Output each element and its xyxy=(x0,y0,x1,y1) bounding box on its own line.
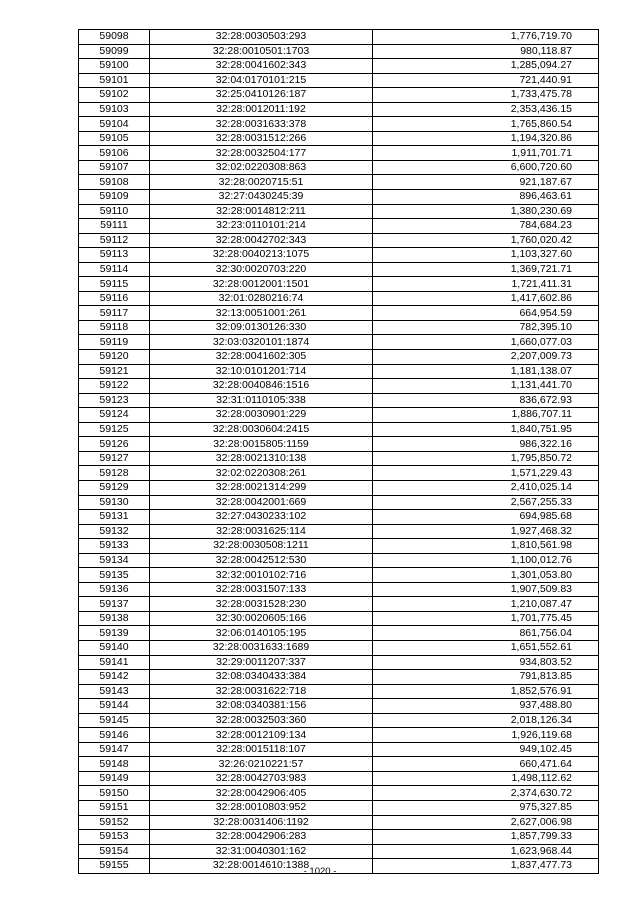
amount-cell: 1,886,707.11 xyxy=(373,408,599,423)
amount-cell: 934,803.52 xyxy=(373,655,599,670)
record-id-cell: 59133 xyxy=(79,539,150,554)
table-row xyxy=(79,742,599,757)
table-row xyxy=(79,408,599,423)
table-row xyxy=(79,524,599,539)
cadastral-number-cell: 32:28:0042703:983 xyxy=(150,771,373,786)
table-row xyxy=(79,844,599,859)
cadastral-number-cell: 32:08:0340381:156 xyxy=(150,699,373,714)
cadastral-number-cell: 32:28:0014812:211 xyxy=(150,204,373,219)
record-id-cell: 59130 xyxy=(79,495,150,510)
table-row xyxy=(79,44,599,59)
record-id-cell: 59099 xyxy=(79,44,150,59)
record-id-cell: 59109 xyxy=(79,190,150,205)
cadastral-number-cell: 32:28:0032504:177 xyxy=(150,146,373,161)
table-row xyxy=(79,131,599,146)
record-id-cell: 59131 xyxy=(79,510,150,525)
record-id-cell: 59147 xyxy=(79,742,150,757)
record-id-cell: 59129 xyxy=(79,480,150,495)
table-row xyxy=(79,626,599,641)
table-row xyxy=(79,350,599,365)
cadastral-number-cell: 32:28:0030503:293 xyxy=(150,30,373,45)
record-id-cell: 59140 xyxy=(79,640,150,655)
cadastral-number-cell: 32:02:0220308:261 xyxy=(150,466,373,481)
table-row xyxy=(79,815,599,830)
amount-cell: 2,207,009.73 xyxy=(373,350,599,365)
cadastral-number-cell: 32:08:0340433:384 xyxy=(150,670,373,685)
cadastral-number-cell: 32:06:0140105:195 xyxy=(150,626,373,641)
amount-cell: 1,927,468.32 xyxy=(373,524,599,539)
record-id-cell: 59116 xyxy=(79,291,150,306)
amount-cell: 986,322.16 xyxy=(373,437,599,452)
table-row xyxy=(79,190,599,205)
record-id-cell: 59113 xyxy=(79,248,150,263)
record-id-cell: 59141 xyxy=(79,655,150,670)
table-row xyxy=(79,640,599,655)
cadastral-number-cell: 32:30:0020703:220 xyxy=(150,262,373,277)
table-row xyxy=(79,277,599,292)
amount-cell: 921,187.67 xyxy=(373,175,599,190)
table-row xyxy=(79,510,599,525)
cadastral-number-cell: 32:28:0041602:343 xyxy=(150,59,373,74)
cadastral-number-cell: 32:09:0130126:330 xyxy=(150,320,373,335)
amount-cell: 1,417,602.86 xyxy=(373,291,599,306)
cadastral-number-cell: 32:28:0012001:1501 xyxy=(150,277,373,292)
record-id-cell: 59135 xyxy=(79,568,150,583)
record-id-cell: 59101 xyxy=(79,73,150,88)
cadastral-number-cell: 32:28:0042001:669 xyxy=(150,495,373,510)
record-id-cell: 59128 xyxy=(79,466,150,481)
record-id-cell: 59148 xyxy=(79,757,150,772)
table-row xyxy=(79,393,599,408)
cadastral-number-cell: 32:28:0010803:952 xyxy=(150,800,373,815)
table-row xyxy=(79,146,599,161)
cadastral-number-cell: 32:03:0320101:1874 xyxy=(150,335,373,350)
table-row xyxy=(79,364,599,379)
amount-cell: 1,765,860.54 xyxy=(373,117,599,132)
record-id-cell: 59104 xyxy=(79,117,150,132)
table-row xyxy=(79,597,599,612)
amount-cell: 784,684.23 xyxy=(373,219,599,234)
cadastral-number-cell: 32:28:0042906:405 xyxy=(150,786,373,801)
table-row xyxy=(79,582,599,597)
record-id-cell: 59151 xyxy=(79,800,150,815)
amount-cell: 1,131,441.70 xyxy=(373,379,599,394)
record-id-cell: 59108 xyxy=(79,175,150,190)
cadastral-number-cell: 32:27:0430245:39 xyxy=(150,190,373,205)
record-id-cell: 59138 xyxy=(79,611,150,626)
amount-cell: 937,488.80 xyxy=(373,699,599,714)
amount-cell: 2,627,006.98 xyxy=(373,815,599,830)
record-id-cell: 59132 xyxy=(79,524,150,539)
record-id-cell: 59102 xyxy=(79,88,150,103)
cadastral-number-cell: 32:28:0014610:1388 xyxy=(150,859,373,874)
amount-cell: 1,721,411.31 xyxy=(373,277,599,292)
record-id-cell: 59114 xyxy=(79,262,150,277)
record-id-cell: 59153 xyxy=(79,830,150,845)
record-id-cell: 59123 xyxy=(79,393,150,408)
record-id-cell: 59119 xyxy=(79,335,150,350)
record-id-cell: 59105 xyxy=(79,131,150,146)
cadastral-number-cell: 32:27:0430233:102 xyxy=(150,510,373,525)
table-row xyxy=(79,248,599,263)
amount-cell: 1,837,477.73 xyxy=(373,859,599,874)
cadastral-number-cell: 32:01:0280216:74 xyxy=(150,291,373,306)
record-id-cell: 59122 xyxy=(79,379,150,394)
amount-cell: 1,810,561.98 xyxy=(373,539,599,554)
table-row xyxy=(79,728,599,743)
table-row xyxy=(79,568,599,583)
cadastral-number-cell: 32:28:0015805:1159 xyxy=(150,437,373,452)
record-id-cell: 59121 xyxy=(79,364,150,379)
cadastral-number-cell: 32:25:0410126:187 xyxy=(150,88,373,103)
table-row xyxy=(79,262,599,277)
table-row xyxy=(79,699,599,714)
amount-cell: 2,567,255.33 xyxy=(373,495,599,510)
amount-cell: 1,857,799.33 xyxy=(373,830,599,845)
cadastral-number-cell: 32:28:0031528:230 xyxy=(150,597,373,612)
table-row xyxy=(79,713,599,728)
record-id-cell: 59154 xyxy=(79,844,150,859)
table-row xyxy=(79,757,599,772)
cadastral-number-cell: 32:32:0010102:716 xyxy=(150,568,373,583)
table-row xyxy=(79,480,599,495)
amount-cell: 1,852,576.91 xyxy=(373,684,599,699)
cadastral-number-cell: 32:28:0040213:1075 xyxy=(150,248,373,263)
record-id-cell: 59124 xyxy=(79,408,150,423)
cadastral-number-cell: 32:04:0170101:215 xyxy=(150,73,373,88)
table-row xyxy=(79,786,599,801)
cadastral-number-cell: 32:28:0041602:305 xyxy=(150,350,373,365)
cadastral-number-cell: 32:28:0010501:1703 xyxy=(150,44,373,59)
cadastral-number-cell: 32:28:0012011:192 xyxy=(150,102,373,117)
amount-cell: 1,369,721.71 xyxy=(373,262,599,277)
amount-cell: 2,018,126.34 xyxy=(373,713,599,728)
table-row xyxy=(79,320,599,335)
table-row xyxy=(79,291,599,306)
amount-cell: 791,813.85 xyxy=(373,670,599,685)
amount-cell: 1,926,119.68 xyxy=(373,728,599,743)
record-id-cell: 59149 xyxy=(79,771,150,786)
table-row xyxy=(79,553,599,568)
cadastral-number-cell: 32:28:0021314:299 xyxy=(150,480,373,495)
amount-cell: 2,410,025.14 xyxy=(373,480,599,495)
table-row xyxy=(79,73,599,88)
amount-cell: 1,301,053.80 xyxy=(373,568,599,583)
record-id-cell: 59139 xyxy=(79,626,150,641)
amount-cell: 1,623,968.44 xyxy=(373,844,599,859)
cadastral-number-cell: 32:28:0015118:107 xyxy=(150,742,373,757)
amount-cell: 694,985.68 xyxy=(373,510,599,525)
record-id-cell: 59150 xyxy=(79,786,150,801)
cadastral-number-cell: 32:13:0051001:261 xyxy=(150,306,373,321)
record-id-cell: 59118 xyxy=(79,320,150,335)
amount-cell: 1,194,320.86 xyxy=(373,131,599,146)
record-id-cell: 59143 xyxy=(79,684,150,699)
amount-cell: 1,907,509.83 xyxy=(373,582,599,597)
amount-cell: 2,353,436.15 xyxy=(373,102,599,117)
record-id-cell: 59134 xyxy=(79,553,150,568)
amount-cell: 1,760,020.42 xyxy=(373,233,599,248)
amount-cell: 1,285,094.27 xyxy=(373,59,599,74)
record-id-cell: 59137 xyxy=(79,597,150,612)
table-row xyxy=(79,233,599,248)
record-id-cell: 59136 xyxy=(79,582,150,597)
table-row xyxy=(79,539,599,554)
table-row xyxy=(79,160,599,175)
cadastral-number-cell: 32:28:0031406:1192 xyxy=(150,815,373,830)
record-id-cell: 59115 xyxy=(79,277,150,292)
cadastral-number-cell: 32:28:0021310:138 xyxy=(150,451,373,466)
amount-cell: 975,327.85 xyxy=(373,800,599,815)
table-row xyxy=(79,800,599,815)
cadastral-number-cell: 32:28:0031512:266 xyxy=(150,131,373,146)
table-row xyxy=(79,306,599,321)
record-id-cell: 59146 xyxy=(79,728,150,743)
amount-cell: 1,651,552.61 xyxy=(373,640,599,655)
page-number: - 1020 - xyxy=(303,866,337,877)
amount-cell: 861,756.04 xyxy=(373,626,599,641)
cadastral-number-cell: 32:28:0040846:1516 xyxy=(150,379,373,394)
table-body xyxy=(79,30,599,874)
record-id-cell: 59100 xyxy=(79,59,150,74)
cadastral-number-cell: 32:29:0011207:337 xyxy=(150,655,373,670)
cadastral-number-cell: 32:28:0042512:530 xyxy=(150,553,373,568)
cadastral-number-cell: 32:02:0220308:863 xyxy=(150,160,373,175)
table-row xyxy=(79,59,599,74)
table-row xyxy=(79,655,599,670)
amount-cell: 1,181,138.07 xyxy=(373,364,599,379)
table-row xyxy=(79,422,599,437)
cadastral-number-cell: 32:31:0040301:162 xyxy=(150,844,373,859)
cadastral-number-cell: 32:23:0110101:214 xyxy=(150,219,373,234)
record-id-cell: 59111 xyxy=(79,219,150,234)
cadastral-number-cell: 32:28:0042906:283 xyxy=(150,830,373,845)
record-id-cell: 59142 xyxy=(79,670,150,685)
record-id-cell: 59106 xyxy=(79,146,150,161)
amount-cell: 664,954.59 xyxy=(373,306,599,321)
amount-cell: 1,498,112.62 xyxy=(373,771,599,786)
cadastral-number-cell: 32:30:0020605:166 xyxy=(150,611,373,626)
table-row xyxy=(79,204,599,219)
amount-cell: 949,102.45 xyxy=(373,742,599,757)
table-row xyxy=(79,830,599,845)
amount-cell: 721,440.91 xyxy=(373,73,599,88)
amount-cell: 1,795,850.72 xyxy=(373,451,599,466)
record-id-cell: 59125 xyxy=(79,422,150,437)
table-row xyxy=(79,611,599,626)
amount-cell: 660,471.64 xyxy=(373,757,599,772)
amount-cell: 6,600,720.60 xyxy=(373,160,599,175)
amount-cell: 980,118.87 xyxy=(373,44,599,59)
amount-cell: 1,776,719.70 xyxy=(373,30,599,45)
amount-cell: 782,395.10 xyxy=(373,320,599,335)
table-row xyxy=(79,88,599,103)
cadastral-number-cell: 32:28:0031633:1689 xyxy=(150,640,373,655)
cadastral-number-cell: 32:10:0101201:714 xyxy=(150,364,373,379)
record-id-cell: 59103 xyxy=(79,102,150,117)
cadastral-number-cell: 32:28:0020715:51 xyxy=(150,175,373,190)
table-row xyxy=(79,30,599,45)
record-id-cell: 59112 xyxy=(79,233,150,248)
amount-cell: 1,100,012.76 xyxy=(373,553,599,568)
cadastral-number-cell: 32:28:0030604:2415 xyxy=(150,422,373,437)
record-id-cell: 59152 xyxy=(79,815,150,830)
table-row xyxy=(79,451,599,466)
record-id-cell: 59126 xyxy=(79,437,150,452)
cadastral-number-cell: 32:28:0030901:229 xyxy=(150,408,373,423)
amount-cell: 896,463.61 xyxy=(373,190,599,205)
table-row xyxy=(79,219,599,234)
amount-cell: 1,210,087.47 xyxy=(373,597,599,612)
record-id-cell: 59127 xyxy=(79,451,150,466)
amount-cell: 1,103,327.60 xyxy=(373,248,599,263)
table-row xyxy=(79,771,599,786)
amount-cell: 836,672.93 xyxy=(373,393,599,408)
cadastral-number-cell: 32:28:0031507:133 xyxy=(150,582,373,597)
table-row xyxy=(79,335,599,350)
record-id-cell: 59107 xyxy=(79,160,150,175)
amount-cell: 1,733,475.78 xyxy=(373,88,599,103)
cadastral-number-cell: 32:28:0031625:114 xyxy=(150,524,373,539)
table-row xyxy=(79,437,599,452)
data-table xyxy=(78,29,599,874)
cadastral-number-cell: 32:31:0110105:338 xyxy=(150,393,373,408)
cadastral-number-cell: 32:26:0210221:57 xyxy=(150,757,373,772)
table-row xyxy=(79,379,599,394)
record-id-cell: 59120 xyxy=(79,350,150,365)
record-id-cell: 59145 xyxy=(79,713,150,728)
table-row xyxy=(79,102,599,117)
cadastral-number-cell: 32:28:0042702:343 xyxy=(150,233,373,248)
record-id-cell: 59098 xyxy=(79,30,150,45)
cadastral-number-cell: 32:28:0031633:378 xyxy=(150,117,373,132)
amount-cell: 1,571,229.43 xyxy=(373,466,599,481)
table-row xyxy=(79,670,599,685)
record-id-cell: 59155 xyxy=(79,859,150,874)
cadastral-number-cell: 32:28:0031622:718 xyxy=(150,684,373,699)
amount-cell: 1,840,751.95 xyxy=(373,422,599,437)
record-id-cell: 59117 xyxy=(79,306,150,321)
record-id-cell: 59110 xyxy=(79,204,150,219)
amount-cell: 2,374,630.72 xyxy=(373,786,599,801)
cadastral-number-cell: 32:28:0012109:134 xyxy=(150,728,373,743)
table-row xyxy=(79,466,599,481)
amount-cell: 1,701,775.45 xyxy=(373,611,599,626)
table-row xyxy=(79,495,599,510)
table-row xyxy=(79,117,599,132)
amount-cell: 1,660,077.03 xyxy=(373,335,599,350)
record-id-cell: 59144 xyxy=(79,699,150,714)
cadastral-number-cell: 32:28:0030508:1211 xyxy=(150,539,373,554)
table-row xyxy=(79,684,599,699)
cadastral-number-cell: 32:28:0032503:360 xyxy=(150,713,373,728)
amount-cell: 1,911,701.71 xyxy=(373,146,599,161)
amount-cell: 1,380,230.69 xyxy=(373,204,599,219)
table-row xyxy=(79,175,599,190)
